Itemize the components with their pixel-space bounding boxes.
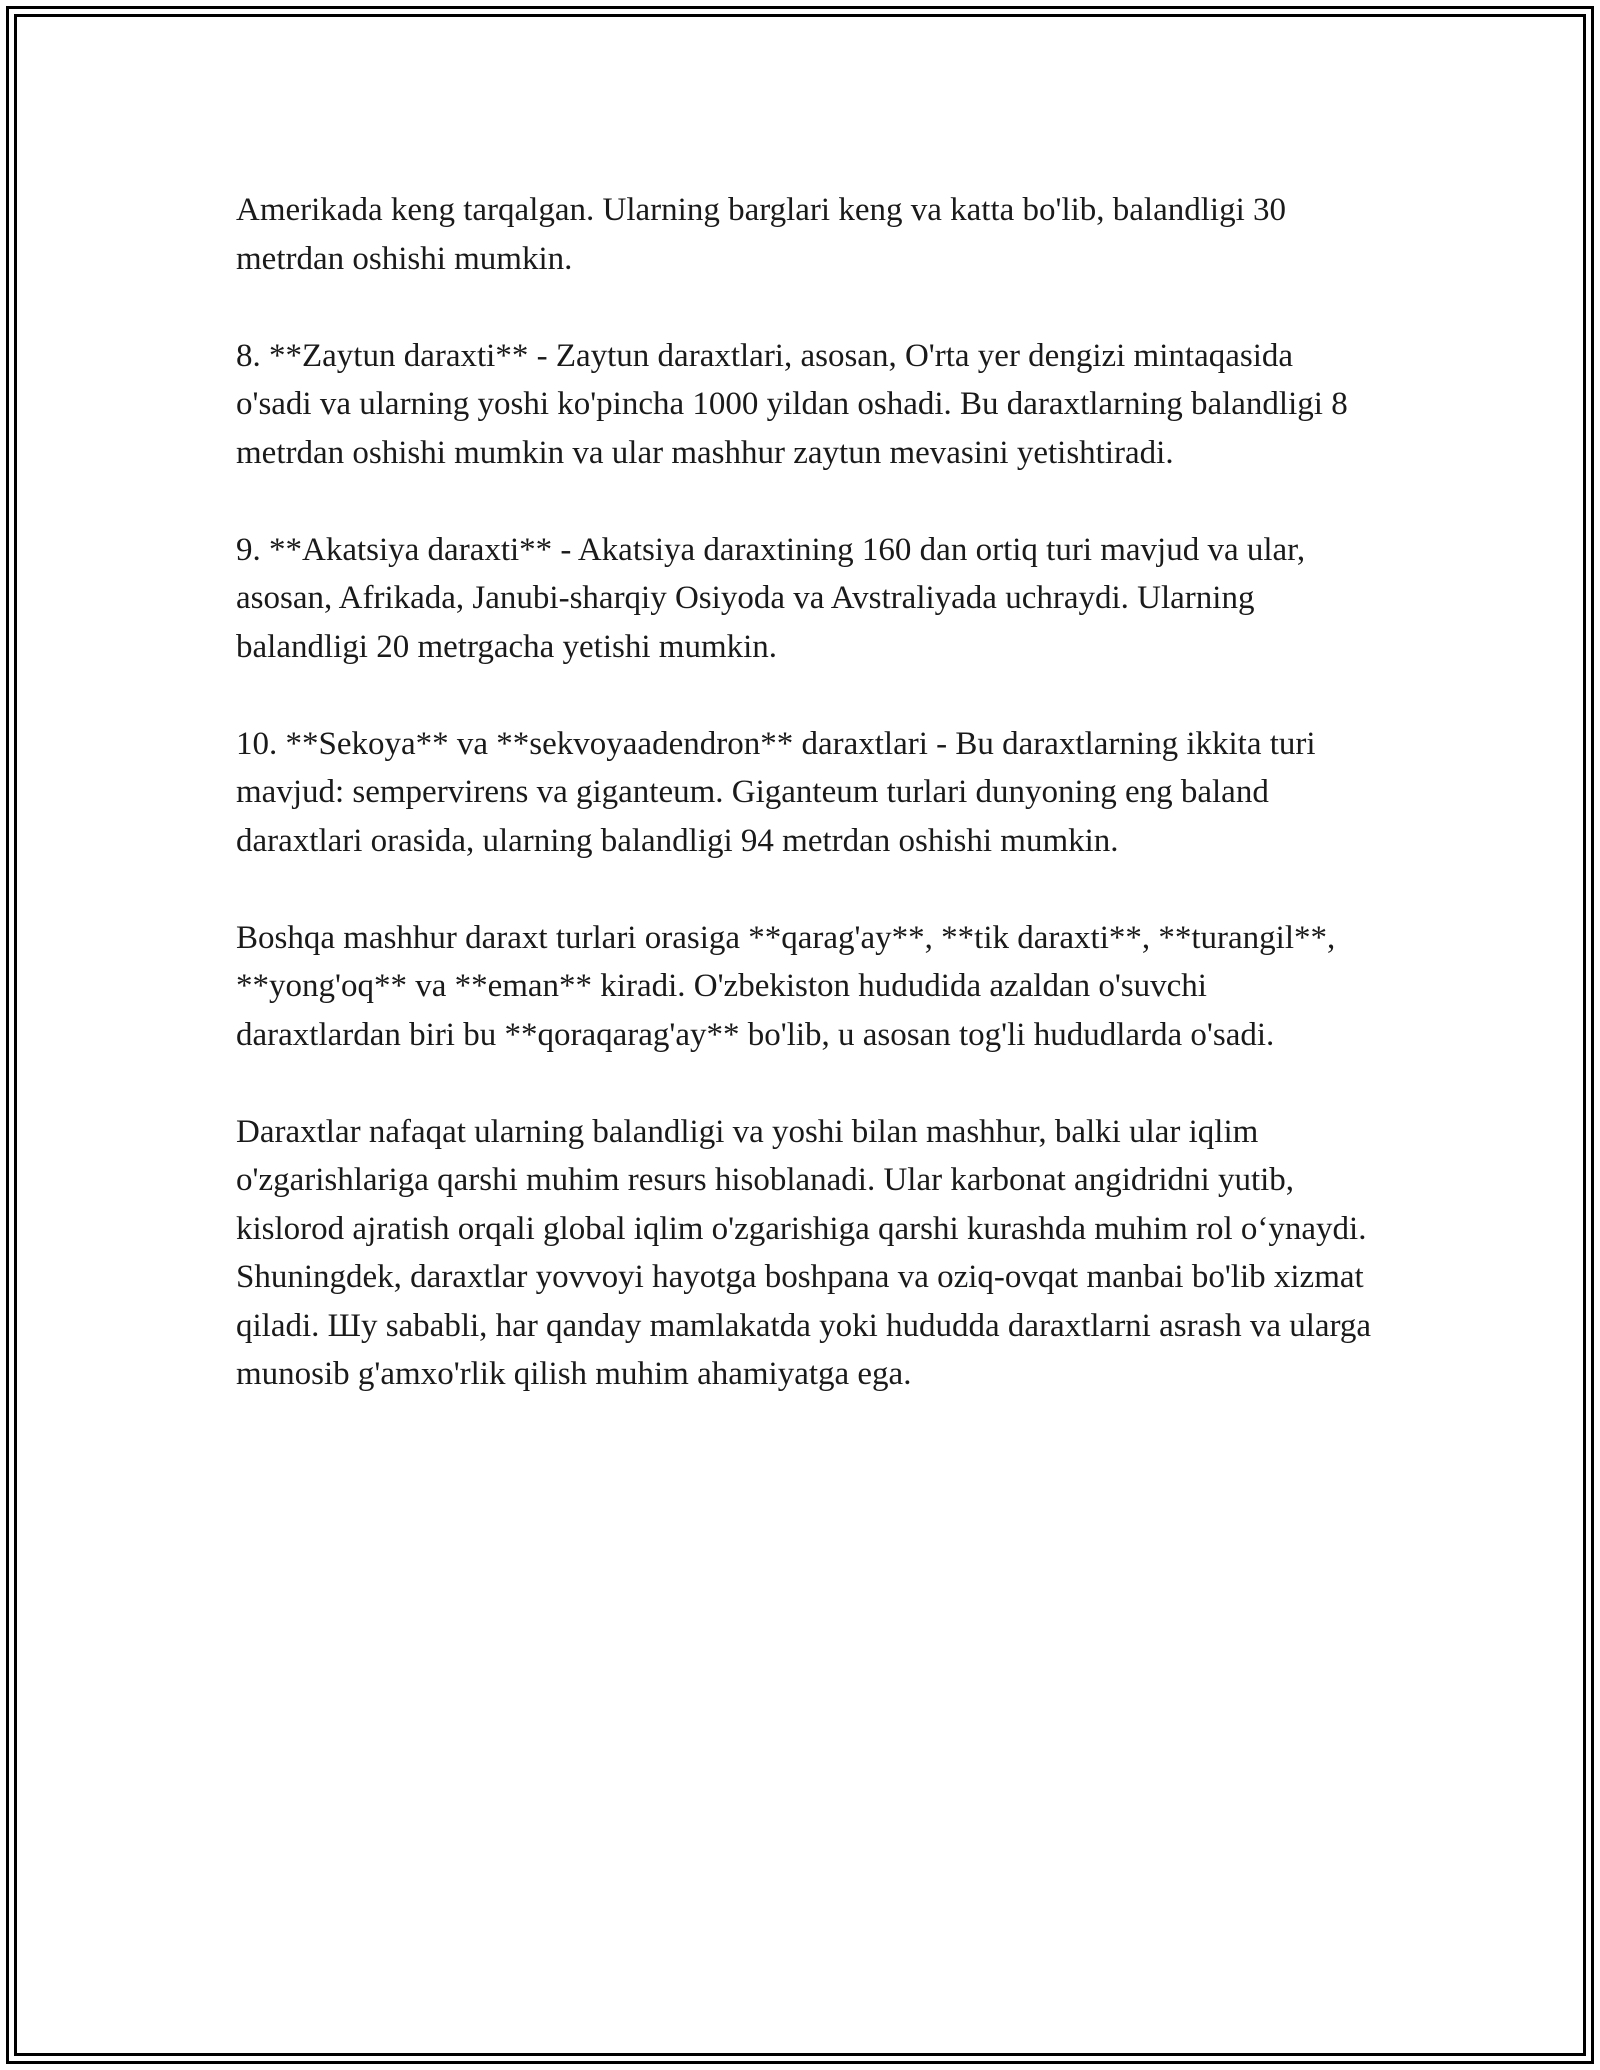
paragraph-item-8: 8. **Zaytun daraxti** - Zaytun daraxtlari, asosan, O'rta yer dengizi mintaqasida o'sadi va ularning yoshi ko'pincha 1000 yildan oshadi. Bu daraxtlarning balandligi 8 metrdan oshishi mumkin va ular mashhur zaytun mevasini yetishtiradi.: [236, 337, 1348, 471]
paragraph-conclusion: Daraxtlar nafaqat ularning balandligi va yoshi bilan mashhur, balki ular iqlim o'zgarishlariga qarshi muhim resurs hisoblanadi. Ular karbonat angidridni yutib, kislorod ajratish orqali global iqlim o'zgarishiga qarshi kurashda muhim rol o‘ynaydi. Shuningdek, daraxtlar yovvoyi hayotga boshpana va oziq-ovqat manbai bo'lib xizmat qiladi. Шу sababli, har qanday mamlakatda yoki hududda daraxtlarni asrash va ularga munosib g'amxo'rlik qilish muhim ahamiyatga ega.: [236, 1113, 1372, 1392]
paragraph-item-10: 10. **Sekoya** va **sekvoyaadendron** daraxtlari - Bu daraxtlarning ikkita turi mavjud: sempervirens va giganteum. Giganteum turlari dunyoning eng baland daraxtlari orasida, ularning balandligi 94 metrdan oshishi mumkin.: [236, 725, 1316, 859]
paragraph-continuation: Amerikada keng tarqalgan. Ularning barglari keng va katta bo'lib, balandligi 30 metrdan oshishi mumkin.: [236, 192, 1287, 277]
paragraph-item-9: 9. **Akatsiya daraxti** - Akatsiya daraxtining 160 dan ortiq turi mavjud va ular, asosan, Afrikada, Janubi-sharqiy Osiyoda va Avstraliyada uchraydi. Ularning balandligi 20 metrgacha yetishi mumkin.: [236, 531, 1306, 665]
document-body: [236, 186, 1376, 1399]
paragraph-other-trees: Boshqa mashhur daraxt turlari orasiga **qarag'ay**, **tik daraxti**, **turangil**, **yong'oq** va **eman** kiradi. O'zbekiston hududida azaldan o'suvchi daraxtlardan biri bu **qoraqarag'ay** bo'lib, u asosan tog'li hududlarda o'sadi.: [236, 919, 1336, 1053]
